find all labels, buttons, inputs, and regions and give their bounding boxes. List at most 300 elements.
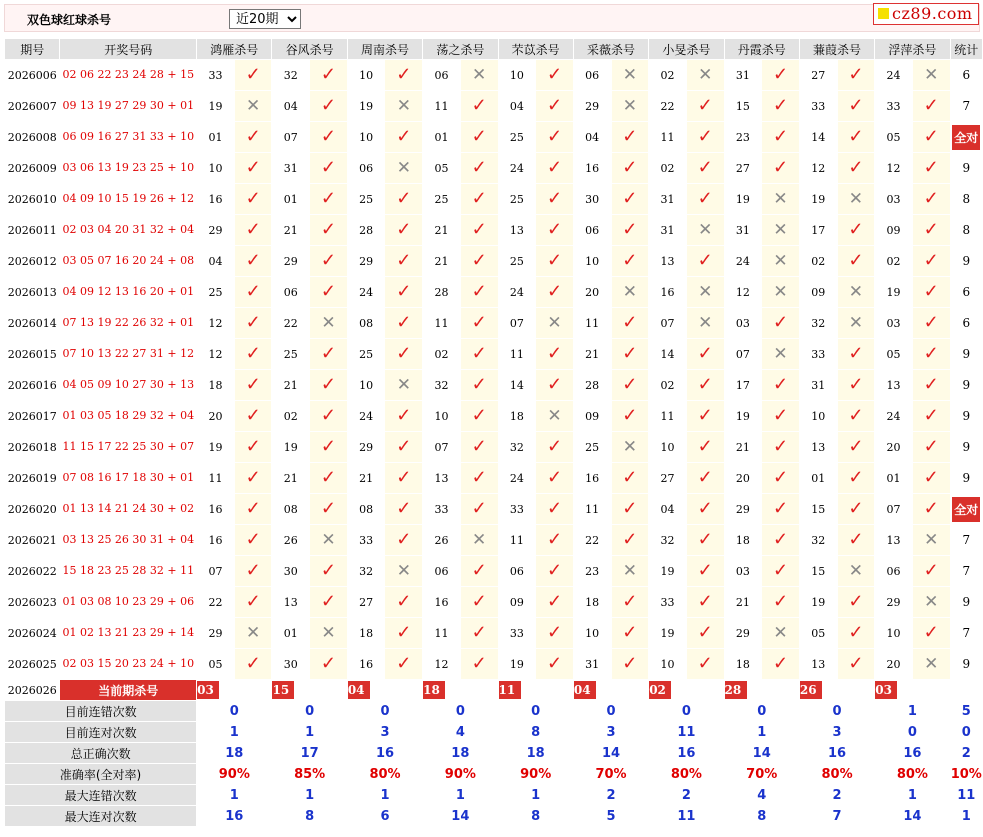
result-mark <box>235 122 272 152</box>
cross-icon: ✕ <box>924 653 939 674</box>
result-mark <box>913 649 950 679</box>
kill-number: 31 <box>574 649 611 679</box>
result-mark <box>310 246 347 276</box>
summary-value: 80% <box>800 764 874 784</box>
kill-number: 11 <box>574 308 611 338</box>
result-mark <box>838 587 875 617</box>
issue-number: 2026019 <box>5 463 59 493</box>
check-icon: ✓ <box>622 591 638 612</box>
kill-number: 24 <box>499 463 536 493</box>
kill-number: 25 <box>499 246 536 276</box>
kill-number: 04 <box>499 91 536 121</box>
cross-icon: ✕ <box>321 622 336 643</box>
kill-number: 29 <box>272 246 309 276</box>
check-icon: ✓ <box>245 529 261 550</box>
kill-number: 25 <box>348 339 385 369</box>
kill-number: 02 <box>423 339 460 369</box>
draw-numbers: 09 13 19 27 29 30 + 01 <box>62 99 195 112</box>
kill-number: 12 <box>197 308 234 338</box>
check-icon: ✓ <box>471 95 487 116</box>
cross-icon: ✕ <box>773 188 788 209</box>
kill-number: 17 <box>725 370 762 400</box>
summary-value: 0 <box>348 701 422 721</box>
row-stat <box>951 649 982 679</box>
kill-number: 13 <box>272 587 309 617</box>
draw-numbers: 01 03 08 10 23 29 + 06 <box>62 595 195 608</box>
logo-square-icon <box>878 8 889 19</box>
result-mark <box>913 556 950 586</box>
row-stat <box>951 494 982 524</box>
summary-value: 14 <box>725 743 799 763</box>
kill-number: 16 <box>574 463 611 493</box>
check-icon: ✓ <box>396 405 412 426</box>
check-icon: ✓ <box>245 250 261 271</box>
result-mark <box>612 184 649 214</box>
current-kill-number: 18 <box>423 681 445 699</box>
kill-number: 06 <box>272 277 309 307</box>
kill-number: 07 <box>725 339 762 369</box>
kill-number: 33 <box>348 525 385 555</box>
summary-label: 最大连对次数 <box>5 806 196 826</box>
result-mark <box>536 370 573 400</box>
kill-number: 14 <box>800 122 837 152</box>
kill-number: 13 <box>423 463 460 493</box>
check-icon: ✓ <box>546 157 563 178</box>
issue-number: 2026009 <box>5 153 59 183</box>
current-stat <box>951 680 982 700</box>
result-mark <box>838 339 875 369</box>
kill-number: 19 <box>800 184 837 214</box>
result-mark <box>461 91 498 121</box>
summary-value: 70% <box>574 764 648 784</box>
result-mark <box>687 60 724 90</box>
kill-number: 21 <box>272 370 309 400</box>
check-icon: ✓ <box>622 467 638 488</box>
issue-number: 2026021 <box>5 525 59 555</box>
kill-number: 26 <box>272 525 309 555</box>
check-icon: ✓ <box>923 157 939 178</box>
check-icon: ✓ <box>697 436 713 457</box>
summary-value: 16 <box>197 806 271 826</box>
check-icon: ✓ <box>697 498 713 519</box>
result-mark <box>385 184 422 214</box>
summary-value: 1 <box>348 785 422 805</box>
cross-icon: ✕ <box>848 281 863 302</box>
check-icon: ✓ <box>848 95 864 116</box>
check-icon: ✓ <box>546 343 563 364</box>
result-mark <box>536 60 573 90</box>
summary-value: 18 <box>423 743 497 763</box>
check-icon: ✓ <box>848 157 864 178</box>
table-row <box>5 525 982 555</box>
summary-value: 90% <box>197 764 271 784</box>
summary-value: 16 <box>649 743 723 763</box>
result-mark <box>385 525 422 555</box>
result-mark <box>461 60 498 90</box>
kill-number: 10 <box>875 618 912 648</box>
current-kill-number: 03 <box>875 681 897 699</box>
cross-icon: ✕ <box>924 64 939 85</box>
summary-value: 14 <box>875 806 949 826</box>
result-mark <box>612 525 649 555</box>
kill-number: 04 <box>197 246 234 276</box>
kill-number: 25 <box>348 184 385 214</box>
check-icon: ✓ <box>471 343 487 364</box>
check-icon: ✓ <box>923 560 939 581</box>
table-row <box>5 215 982 245</box>
all-correct-badge: 全对 <box>952 497 980 522</box>
result-mark <box>310 587 347 617</box>
check-icon: ✓ <box>396 653 412 674</box>
result-mark <box>612 401 649 431</box>
period-select[interactable] <box>229 9 301 29</box>
summary-value: 11 <box>649 806 723 826</box>
summary-label: 最大连错次数 <box>5 785 196 805</box>
kill-number: 08 <box>272 494 309 524</box>
result-mark <box>612 277 649 307</box>
kill-number: 25 <box>574 432 611 462</box>
check-icon: ✓ <box>245 343 261 364</box>
kill-number: 03 <box>725 308 762 338</box>
kill-number: 10 <box>499 60 536 90</box>
kill-number: 10 <box>197 153 234 183</box>
result-mark <box>913 587 950 617</box>
result-mark <box>838 494 875 524</box>
check-icon: ✓ <box>772 467 789 488</box>
result-mark <box>762 184 799 214</box>
kill-number: 10 <box>348 122 385 152</box>
check-icon: ✓ <box>923 312 939 333</box>
kill-number: 10 <box>348 370 385 400</box>
result-mark <box>687 122 724 152</box>
kill-number: 32 <box>499 432 536 462</box>
summary-value: 4 <box>423 722 497 742</box>
result-mark <box>762 587 799 617</box>
result-mark <box>235 494 272 524</box>
stat-value: 7 <box>962 564 971 578</box>
check-icon: ✓ <box>772 529 789 550</box>
draw-numbers: 03 05 07 16 20 24 + 08 <box>62 254 195 267</box>
result-mark <box>235 153 272 183</box>
draw-numbers: 01 13 14 21 24 30 + 02 <box>62 502 195 515</box>
col-expert: 蒹葭杀号 <box>800 39 874 59</box>
result-mark <box>461 463 498 493</box>
result-mark <box>385 618 422 648</box>
check-icon: ✓ <box>923 498 939 519</box>
result-mark <box>536 432 573 462</box>
check-icon: ✓ <box>848 126 864 147</box>
cross-icon: ✕ <box>924 591 939 612</box>
header-row <box>5 39 982 59</box>
row-stat <box>951 122 982 152</box>
check-icon: ✓ <box>320 281 337 302</box>
result-mark <box>385 494 422 524</box>
kill-number: 22 <box>649 91 686 121</box>
kill-number: 16 <box>423 587 460 617</box>
kill-number: 30 <box>272 649 309 679</box>
summary-value: 3 <box>800 722 874 742</box>
result-mark <box>687 432 724 462</box>
check-icon: ✓ <box>245 219 261 240</box>
check-icon: ✓ <box>396 281 412 302</box>
kill-number: 25 <box>499 122 536 152</box>
summary-value: 1 <box>499 785 573 805</box>
issue-number: 2026023 <box>5 587 59 617</box>
result-mark <box>612 494 649 524</box>
summary-row <box>5 701 982 721</box>
result-mark <box>385 649 422 679</box>
result-mark <box>838 556 875 586</box>
summary-value: 85% <box>272 764 346 784</box>
kill-number: 23 <box>725 122 762 152</box>
result-mark <box>838 618 875 648</box>
summary-value: 0 <box>800 701 874 721</box>
row-stat <box>951 587 982 617</box>
kill-number: 12 <box>725 277 762 307</box>
result-mark <box>913 525 950 555</box>
result-mark <box>913 618 950 648</box>
result-mark <box>235 587 272 617</box>
result-mark <box>235 556 272 586</box>
check-icon: ✓ <box>772 591 789 612</box>
kill-number: 13 <box>875 370 912 400</box>
check-icon: ✓ <box>245 312 261 333</box>
kill-number: 06 <box>499 556 536 586</box>
kill-number: 19 <box>272 432 309 462</box>
kill-number: 05 <box>800 618 837 648</box>
kill-number: 19 <box>649 556 686 586</box>
check-icon: ✓ <box>697 250 713 271</box>
kill-number: 25 <box>423 184 460 214</box>
kill-number: 16 <box>574 153 611 183</box>
result-mark <box>838 463 875 493</box>
check-icon: ✓ <box>923 281 939 302</box>
check-icon: ✓ <box>848 622 864 643</box>
result-mark <box>461 246 498 276</box>
summary-label: 总正确次数 <box>5 743 196 763</box>
table-row <box>5 432 982 462</box>
issue-number: 2026024 <box>5 618 59 648</box>
summary-value: 8 <box>499 806 573 826</box>
summary-value: 90% <box>499 764 573 784</box>
issue-number: 2026012 <box>5 246 59 276</box>
result-mark <box>385 401 422 431</box>
result-mark <box>536 463 573 493</box>
summary-label: 准确率(全对率) <box>5 764 196 784</box>
draw-numbers: 07 13 19 22 26 32 + 01 <box>62 316 195 329</box>
table-row <box>5 339 982 369</box>
table-row <box>5 618 982 648</box>
result-mark <box>612 215 649 245</box>
result-mark <box>385 339 422 369</box>
result-mark <box>762 525 799 555</box>
result-mark <box>612 618 649 648</box>
draw-numbers: 02 06 22 23 24 28 + 15 <box>62 68 195 81</box>
kill-number: 02 <box>875 246 912 276</box>
issue-number: 2026020 <box>5 494 59 524</box>
kill-number: 19 <box>197 432 234 462</box>
stat-value: 9 <box>962 440 971 454</box>
summary-value: 16 <box>348 743 422 763</box>
table-row <box>5 556 982 586</box>
result-mark <box>310 153 347 183</box>
current-kill-cell <box>348 680 422 700</box>
result-mark <box>235 649 272 679</box>
row-stat <box>951 153 982 183</box>
kill-number: 11 <box>423 618 460 648</box>
current-kill-number: 04 <box>348 681 370 699</box>
table-row <box>5 308 982 338</box>
result-mark <box>385 556 422 586</box>
summary-value: 1 <box>875 785 949 805</box>
current-kill-number: 04 <box>574 681 596 699</box>
summary-value: 1 <box>197 785 271 805</box>
check-icon: ✓ <box>923 467 939 488</box>
check-icon: ✓ <box>396 436 412 457</box>
check-icon: ✓ <box>772 157 789 178</box>
kill-number: 05 <box>875 339 912 369</box>
result-mark <box>838 525 875 555</box>
result-mark <box>310 649 347 679</box>
stat-value: 9 <box>962 378 971 392</box>
check-icon: ✓ <box>320 157 337 178</box>
kill-number: 08 <box>348 494 385 524</box>
result-mark <box>536 246 573 276</box>
result-mark <box>913 401 950 431</box>
col-expert: 荡之杀号 <box>423 39 497 59</box>
kill-number: 32 <box>272 60 309 90</box>
summary-row <box>5 722 982 742</box>
check-icon: ✓ <box>245 126 261 147</box>
check-icon: ✓ <box>622 622 638 643</box>
kill-number: 24 <box>499 153 536 183</box>
kill-number: 13 <box>800 649 837 679</box>
kill-number: 06 <box>574 60 611 90</box>
current-kill-number: 03 <box>197 681 219 699</box>
check-icon: ✓ <box>622 498 638 519</box>
check-icon: ✓ <box>546 126 563 147</box>
kill-number: 14 <box>499 370 536 400</box>
check-icon: ✓ <box>320 126 337 147</box>
result-mark <box>838 401 875 431</box>
check-icon: ✓ <box>772 498 789 519</box>
stat-value: 9 <box>962 254 971 268</box>
result-mark <box>310 215 347 245</box>
stat-value: 7 <box>962 533 971 547</box>
check-icon: ✓ <box>848 343 864 364</box>
result-mark <box>461 277 498 307</box>
check-icon: ✓ <box>396 467 412 488</box>
check-icon: ✓ <box>245 436 261 457</box>
check-icon: ✓ <box>622 126 638 147</box>
check-icon: ✓ <box>923 436 939 457</box>
check-icon: ✓ <box>320 591 337 612</box>
result-mark <box>838 432 875 462</box>
kill-number: 15 <box>725 91 762 121</box>
current-kill-cell <box>272 680 346 700</box>
check-icon: ✓ <box>245 653 261 674</box>
cross-icon: ✕ <box>773 250 788 271</box>
check-icon: ✓ <box>396 250 412 271</box>
check-icon: ✓ <box>471 188 487 209</box>
stat-value: 8 <box>962 192 971 206</box>
result-mark <box>461 618 498 648</box>
kill-number: 01 <box>197 122 234 152</box>
kill-number: 33 <box>499 494 536 524</box>
check-icon: ✓ <box>471 281 487 302</box>
current-kill-cell <box>197 680 271 700</box>
kill-number: 04 <box>272 91 309 121</box>
kill-number: 18 <box>725 649 762 679</box>
summary-value: 18 <box>499 743 573 763</box>
result-mark <box>913 494 950 524</box>
site-logo[interactable] <box>873 3 979 25</box>
kill-number: 03 <box>725 556 762 586</box>
result-mark <box>536 556 573 586</box>
stat-value: 8 <box>962 223 971 237</box>
kill-number: 21 <box>423 215 460 245</box>
check-icon: ✓ <box>546 250 563 271</box>
check-icon: ✓ <box>848 498 864 519</box>
check-icon: ✓ <box>848 653 864 674</box>
check-icon: ✓ <box>396 622 412 643</box>
summary-value: 0 <box>875 722 949 742</box>
result-mark <box>687 556 724 586</box>
table-row <box>5 122 982 152</box>
table-row <box>5 370 982 400</box>
kill-number: 33 <box>499 618 536 648</box>
current-kill-number: 02 <box>649 681 671 699</box>
check-icon: ✓ <box>848 436 864 457</box>
check-icon: ✓ <box>320 467 337 488</box>
issue-number: 2026007 <box>5 91 59 121</box>
summary-value: 11 <box>649 722 723 742</box>
issue-number: 2026010 <box>5 184 59 214</box>
kill-number: 11 <box>423 308 460 338</box>
col-issue: 期号 <box>5 39 59 59</box>
result-mark <box>536 339 573 369</box>
issue-number: 2026016 <box>5 370 59 400</box>
check-icon: ✓ <box>471 250 487 271</box>
current-row <box>5 680 982 700</box>
result-mark <box>687 308 724 338</box>
check-icon: ✓ <box>697 529 713 550</box>
result-mark <box>235 60 272 90</box>
kill-number: 17 <box>800 215 837 245</box>
check-icon: ✓ <box>697 560 713 581</box>
result-mark <box>461 587 498 617</box>
kill-number: 19 <box>197 91 234 121</box>
result-mark <box>536 277 573 307</box>
draw-numbers: 06 09 16 27 31 33 + 10 <box>62 130 195 143</box>
check-icon: ✓ <box>245 591 261 612</box>
kill-number: 10 <box>423 401 460 431</box>
result-mark <box>838 91 875 121</box>
kill-number: 27 <box>649 463 686 493</box>
table-row <box>5 463 982 493</box>
current-kill-cell <box>800 680 874 700</box>
check-icon: ✓ <box>396 126 412 147</box>
summary-value: 1 <box>197 722 271 742</box>
table-row <box>5 277 982 307</box>
check-icon: ✓ <box>320 343 337 364</box>
result-mark <box>687 370 724 400</box>
summary-value: 2 <box>800 785 874 805</box>
check-icon: ✓ <box>546 498 563 519</box>
kill-number: 02 <box>649 60 686 90</box>
result-mark <box>612 649 649 679</box>
kill-number: 27 <box>348 587 385 617</box>
